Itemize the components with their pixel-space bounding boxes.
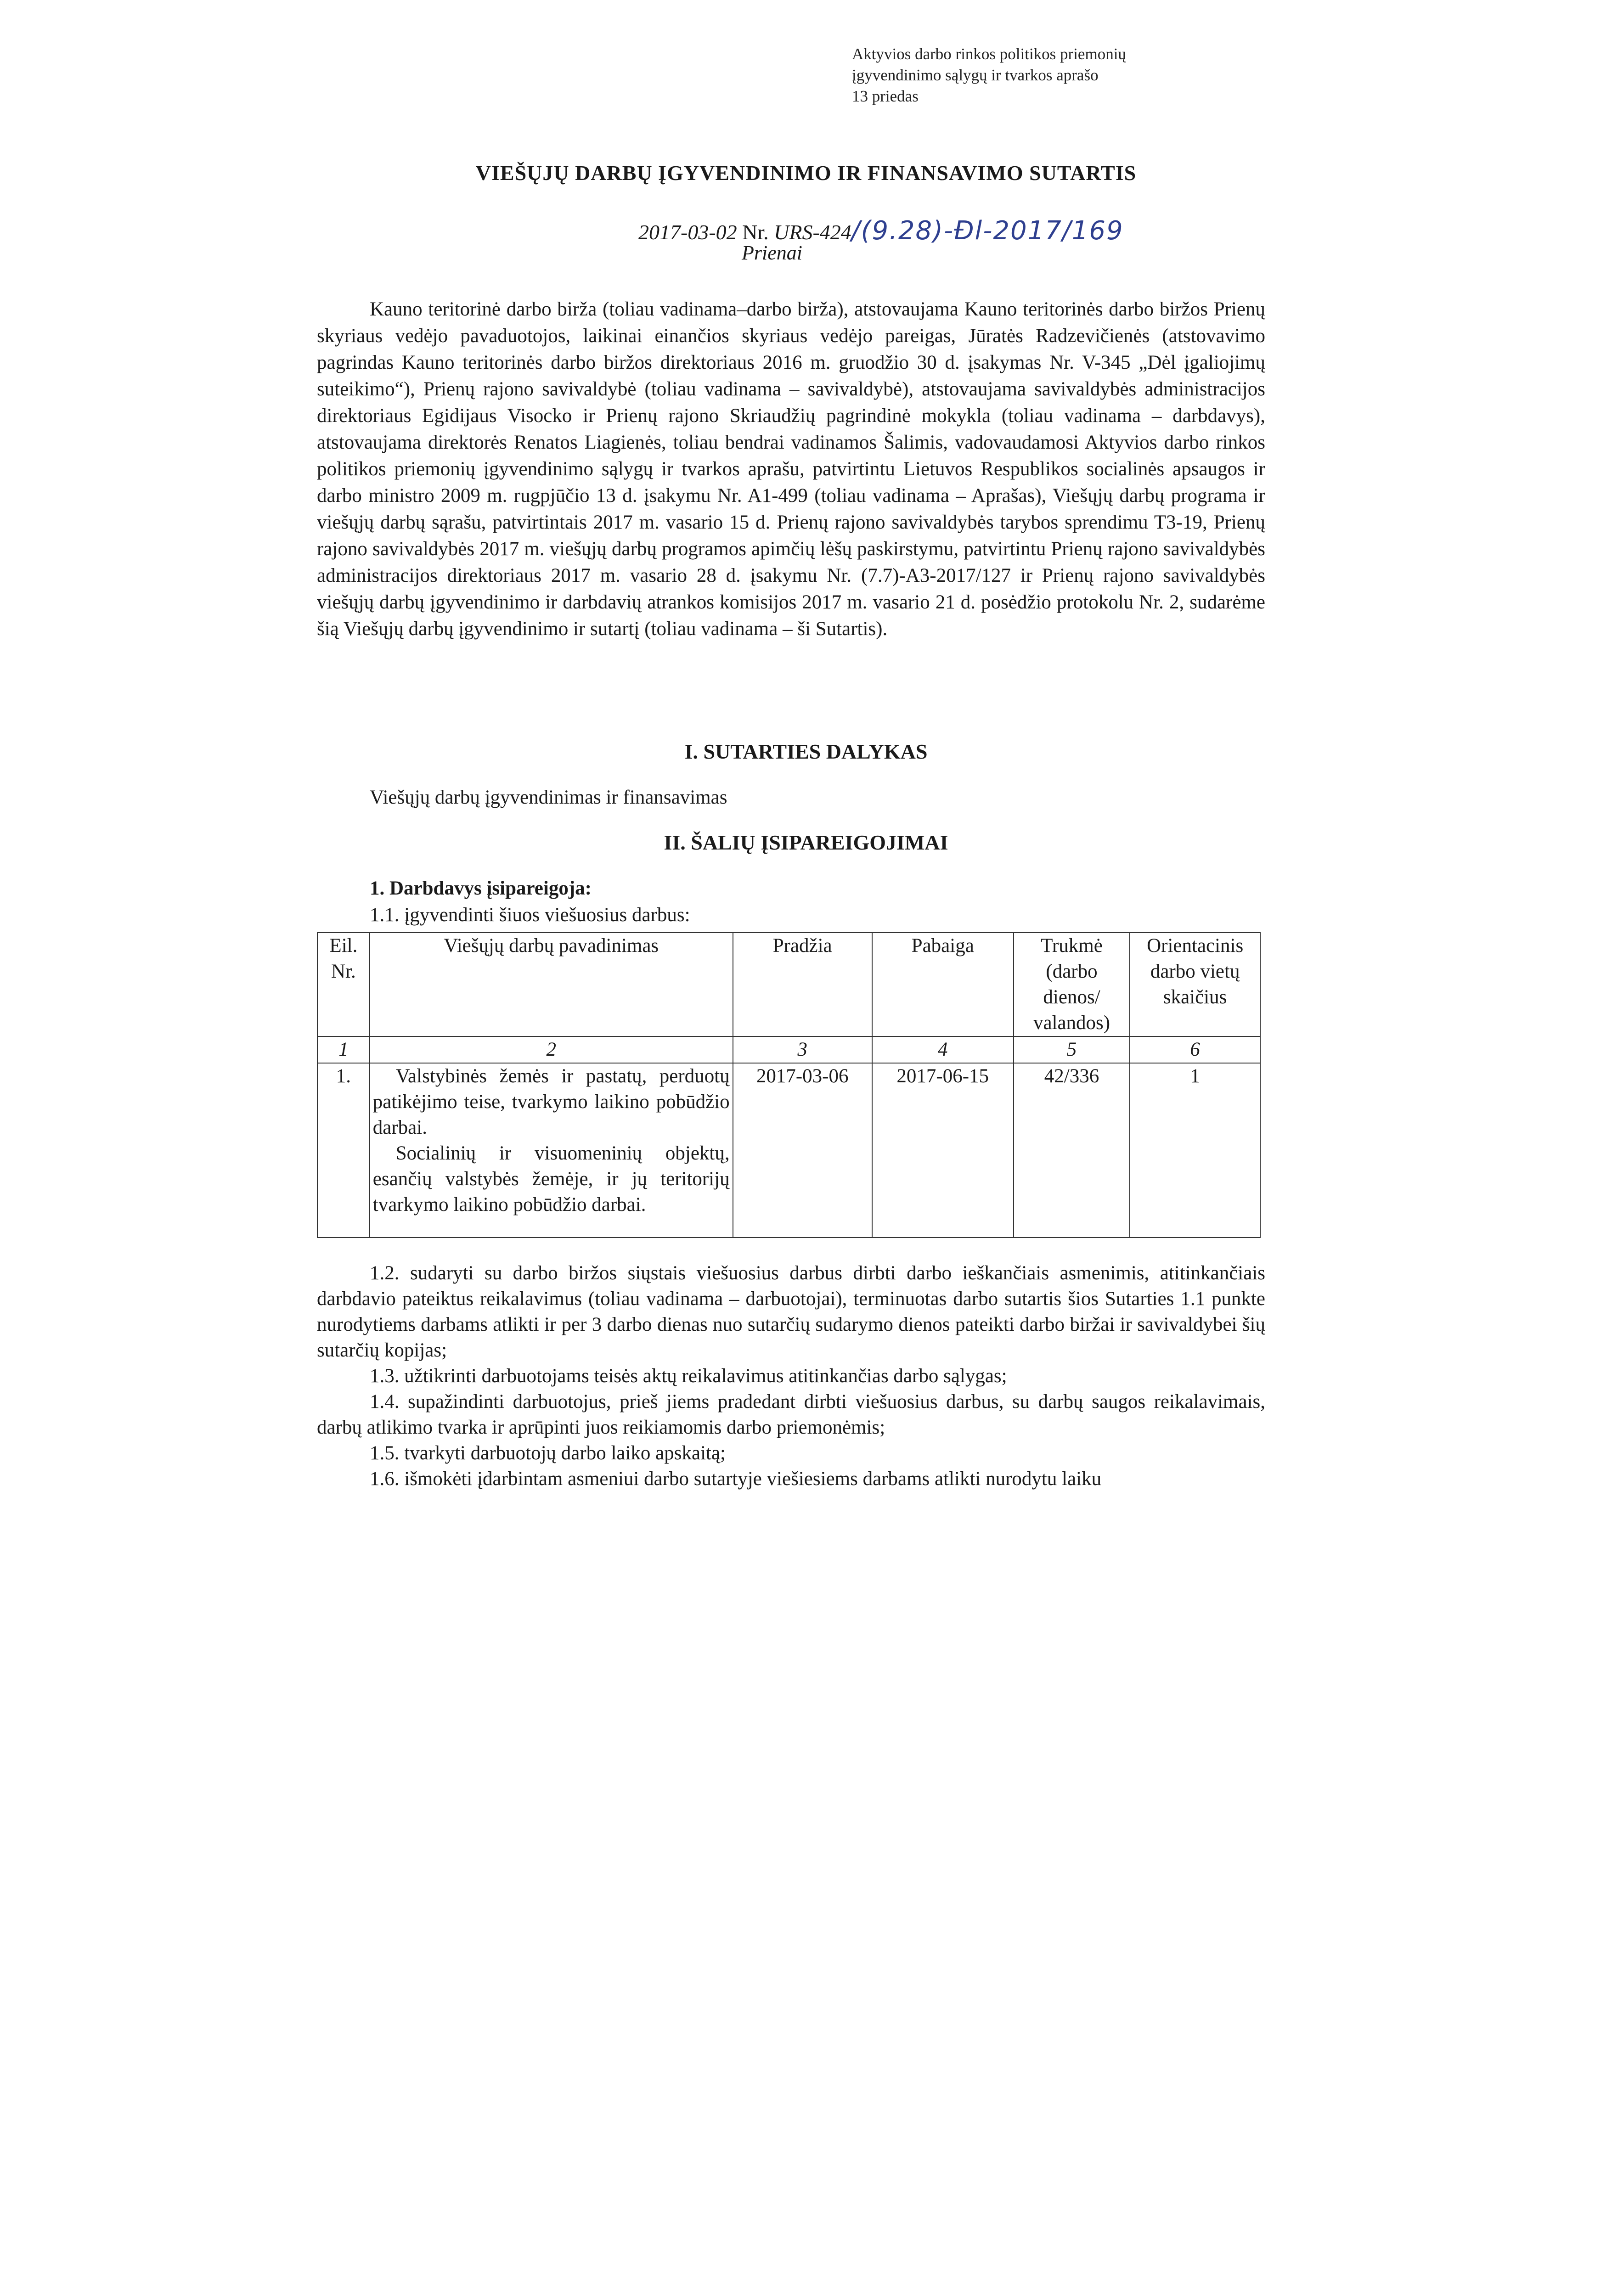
- public-works-table: [317, 932, 1261, 1238]
- obligation-1-3: 1.3. užtikrinti darbuotojams teisės aktų reikalavimus atitinkančias darbo sąlygas;: [370, 1365, 1007, 1387]
- obligation-1-5: 1.5. tvarkyti darbuotojų darbo laiko apskaitą;: [370, 1442, 726, 1464]
- header-name: Viešųjų darbų pavadinimas: [370, 933, 733, 1036]
- obligation-1-6: 1.6. išmokėti įdarbintam asmeniui darbo sutartyje viešiesiems darbams atlikti nurodytu laiku: [370, 1468, 1102, 1490]
- number-label: Nr.: [742, 220, 769, 244]
- header-start: Pradžia: [733, 933, 872, 1036]
- date-number-line: [638, 216, 1124, 246]
- section-1-heading: I. SUTARTIES DALYKAS: [684, 740, 928, 763]
- section-2-heading: II. ŠALIŲ ĮSIPAREIGOJIMAI: [664, 831, 948, 854]
- row-count: 1: [1130, 1063, 1260, 1238]
- obligations-list: [317, 1261, 1265, 1492]
- index-cell: 5: [1014, 1036, 1130, 1063]
- employer-obligations-heading: 1. Darbdavys įsipareigoja:: [370, 878, 592, 899]
- annex-note: [852, 44, 1126, 107]
- annex-note-line-2: įgyvendinimo sąlygų ir tvarkos aprašo: [852, 66, 1099, 84]
- table-row: [317, 1063, 1260, 1238]
- table-index-row: [317, 1036, 1260, 1063]
- header-count: Orientacinis darbo vietų skaičius: [1130, 933, 1260, 1036]
- index-cell: 2: [370, 1036, 733, 1063]
- work-name-part-1: Valstybinės žemės ir pastatų, perduotų patikėjimo teise, tvarkymo laikino pobūdžio darbai.: [372, 1065, 730, 1138]
- annex-note-line-3: 13 priedas: [852, 87, 919, 105]
- annex-note-line-1: Aktyvios darbo rinkos politikos priemonių: [852, 45, 1126, 63]
- obligation-1-2: 1.2. sudaryti su darbo biržos siųstais viešuosius darbus dirbti darbo ieškančiais asmenimis, atitinkančiais darbdavio pateiktus reikalavimus (toliau vadinama – darbuotojai), terminuotas darbo sutartis šios Sutarties 1.1 punkte nurodytiems darbams atlikti ir per 3 darbo dienas nuo sutarčių sudarymo dienos pateikti darbo biržai ir savivaldybei šių sutarčių kopijas;: [317, 1262, 1265, 1361]
- header-end: Pabaiga: [872, 933, 1014, 1036]
- index-cell: 3: [733, 1036, 872, 1063]
- index-cell: 6: [1130, 1036, 1260, 1063]
- contract-place: Prienai: [742, 242, 802, 264]
- document-title: VIEŠŲJŲ DARBŲ ĮGYVENDINIMO IR FINANSAVIMO SUTARTIS: [475, 161, 1137, 185]
- section-1-text: Viešųjų darbų įgyvendinimas ir finansavimas: [370, 787, 727, 808]
- table-header-row: [317, 933, 1260, 1036]
- header-duration: Trukmė (darbo dienos/ valandos): [1014, 933, 1130, 1036]
- obligation-1-4: 1.4. supažindinti darbuotojus, prieš jiems pradedant dirbti viešuosius darbus, su darbų saugos reikalavimais, darbų atlikimo tvarka ir aprūpinti juos reikiamomis darbo priemonėmis;: [317, 1391, 1265, 1438]
- row-work-name: [370, 1063, 733, 1238]
- handwritten-registration-number: /(9.28)-Đl-2017/169: [851, 216, 1124, 246]
- contract-date: 2017-03-02: [638, 220, 737, 244]
- index-cell: 1: [317, 1036, 370, 1063]
- row-nr: 1.: [317, 1063, 370, 1238]
- item-1-1: 1.1. įgyvendinti šiuos viešuosius darbus:: [370, 904, 690, 926]
- index-cell: 4: [872, 1036, 1014, 1063]
- row-duration: 42/336: [1014, 1063, 1130, 1238]
- header-nr: Eil. Nr.: [317, 933, 370, 1036]
- work-name-part-2: Socialinių ir visuomeninių objektų, esančių valstybės žemėje, ir jų teritorijų tvarkymo laikino pobūdžio darbai.: [372, 1142, 730, 1216]
- row-start: 2017-03-06: [733, 1063, 872, 1238]
- intro-paragraph: Kauno teritorinė darbo birža (toliau vadinama–darbo birža), atstovaujama Kauno teritorinės darbo biržos Prienų skyriaus vedėjo pavaduotojos, laikinai einančios skyriaus vedėjo pareigas, Jūratės Radzevičienės (atstovavimo pagrindas Kauno teritorinės darbo biržos direktoriaus 2016 m. gruodžio 30 d. įsakymas Nr. V-345 „Dėl įgaliojimų suteikimo“), Prienų rajono savivaldybė (toliau vadinama – savivaldybė), atstovaujama savivaldybės administracijos direktoriaus Egidijaus Visocko ir Prienų rajono Skriaudžių pagrindinė mokykla (toliau vadinama – darbdavys), atstovaujama direktorės Renatos Liagienės, toliau bendrai vadinamos Šalimis, vadovaudamosi Aktyvios darbo rinkos politikos priemonių įgyvendinimo sąlygų ir tvarkos aprašu, patvirtintu Lietuvos Respublikos socialinės apsaugos ir darbo ministro 2009 m. rugpjūčio 13 d. įsakymu Nr. A1-499 (toliau vadinama – Aprašas), Viešųjų darbų programa ir viešųjų darbų sąrašu, patvirtintais 2017 m. vasario 15 d. Prienų rajono savivaldybės tarybos sprendimu T3-19, Prienų rajono savivaldybės 2017 m. viešųjų darbų programos apimčių lėšų paskirstymu, patvirtintu Prienų rajono savivaldybės administracijos direktoriaus 2017 m. vasario 28 d. įsakymu Nr. (7.7)-A3-2017/127 ir Prienų rajono savivaldybės viešųjų darbų įgyvendinimo ir darbdavių atrankos komisijos 2017 m. vasario 21 d. posėdžio protokolu Nr. 2, sudarėme šią Viešųjų darbų įgyvendinimo ir sutartį (toliau vadinama – ši Sutartis).: [317, 298, 1265, 640]
- row-end: 2017-06-15: [872, 1063, 1014, 1238]
- contract-number: URS-424: [774, 220, 851, 244]
